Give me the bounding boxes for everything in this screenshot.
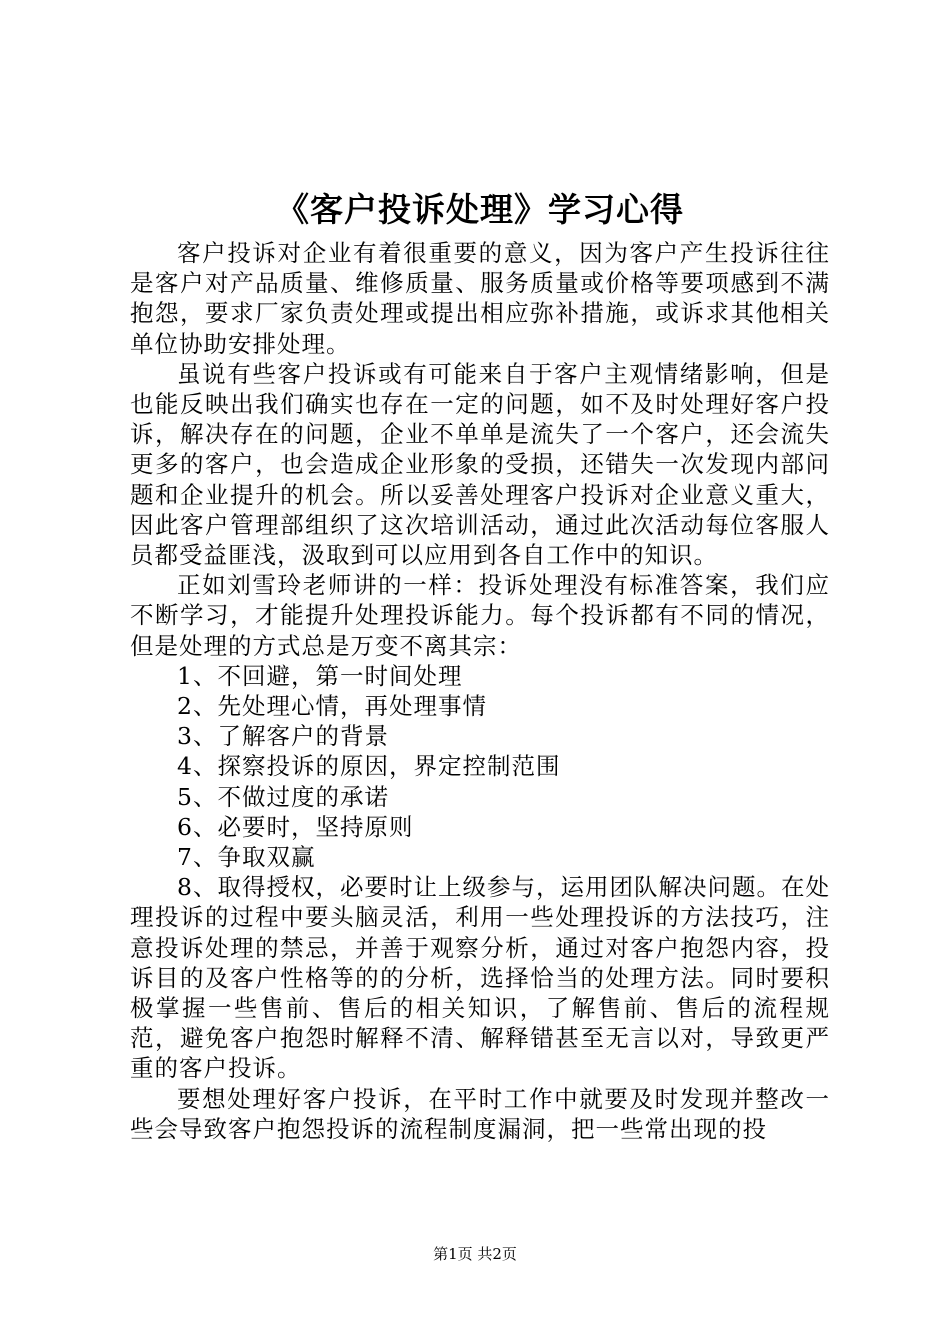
list-item: 3、了解客户的背景 [177,722,389,751]
document-body [130,238,830,1144]
list-item: 5、不做过度的承诺 [177,782,389,811]
paragraph: 虽说有些客户投诉或有可能来自于客户主观情绪影响，但是也能反映出我们确实也存在一定的问题，如不及时处理好客户投诉，解决存在的问题，企业不单单是流失了一个客户，还会流失更多的客户，也会造成企业形象的受损，还错失一次发现内部问题和企业提升的机会。所以妥善处理客户投诉对企业意义重大，因此客户管理部组织了这次培训活动，通过此次活动每位客服人员都受益匪浅，汲取到可以应用到各自工作中的知识。 [130,359,830,570]
paragraph: 客户投诉对企业有着很重要的意义，因为客户产生投诉往往是客户对产品质量、维修质量、服务质量或价格等要项感到不满抱怨，要求厂家负责处理或提出相应弥补措施，或诉求其他相关单位协助安排处理。 [130,239,830,358]
document-title: 《客户投诉处理》学习心得 [276,190,684,229]
list-item: 7、争取双赢 [177,843,316,872]
list-item: 2、先处理心情，再处理事情 [177,692,487,721]
paragraph: 正如刘雪玲老师讲的一样：投诉处理没有标准答案，我们应不断学习，才能提升处理投诉能力。每个投诉都有不同的情况，但是处理的方式总是万变不离其宗： [130,571,830,660]
list-item: 6、必要时，坚持原则 [177,812,414,841]
list-item: 4、探察投诉的原因，界定控制范围 [177,752,561,781]
list-item: 1、不回避，第一时间处理 [177,661,463,690]
list-item: 8、取得授权，必要时让上级参与，运用团队解决问题。在处理投诉的过程中要头脑灵活，利用一些处理投诉的方法技巧，注意投诉处理的禁忌，并善于观察分析，通过对客户抱怨内容，投诉目的及客户性格等的的分析，选择恰当的处理方法。同时要积极掌握一些售前、售后的相关知识，了解售前、售后的流程规范，避免客户抱怨时解释不清、解释错甚至无言以对，导致更严重的客户投诉。 [130,873,830,1083]
paragraph: 要想处理好客户投诉，在平时工作中就要及时发现并整改一些会导致客户抱怨投诉的流程制度漏洞，把一些常出现的投 [130,1084,830,1143]
page-footer: 第1页 共2页 [433,1245,517,1263]
